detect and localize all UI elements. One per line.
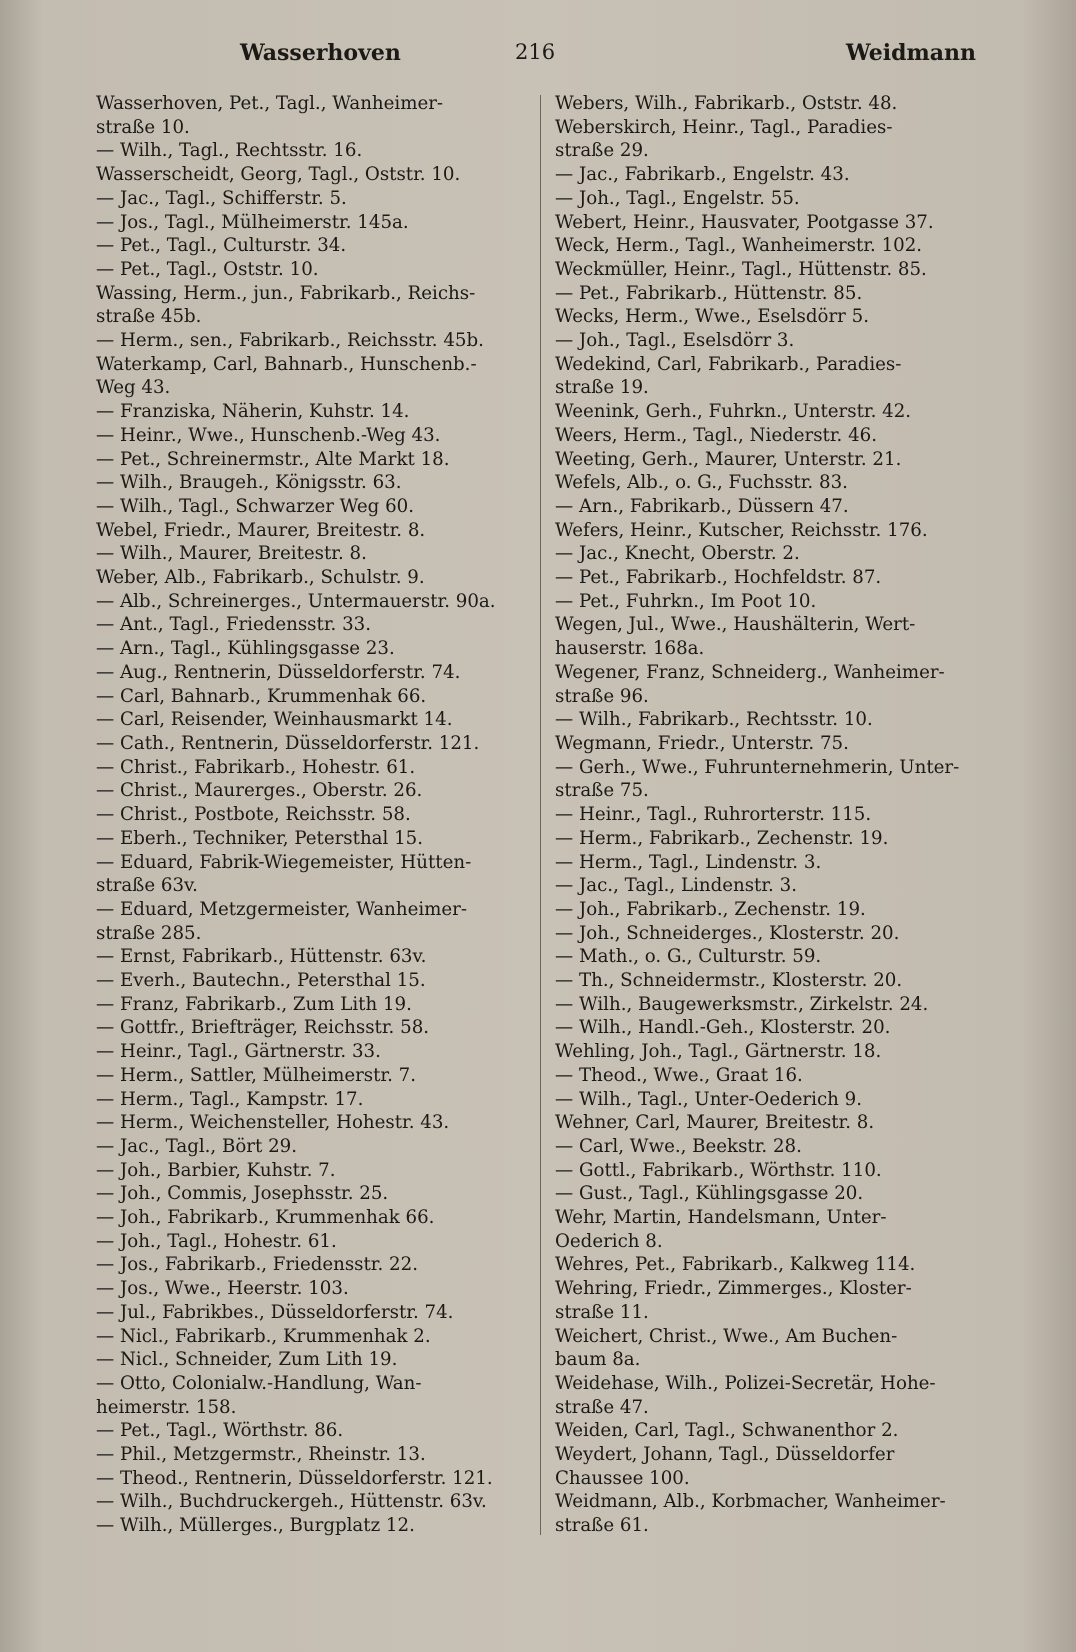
directory-line: straße 29. <box>555 140 649 162</box>
directory-line: straße 45b. <box>96 306 202 328</box>
directory-line: Wehres, Pet., Fabrikarb., Kalkweg 114. <box>555 1254 916 1276</box>
directory-line: — Carl, Reisender, Weinhausmarkt 14. <box>96 709 453 731</box>
directory-line: — Jac., Fabrikarb., Engelstr. 43. <box>555 164 850 186</box>
directory-line: Waterkamp, Carl, Bahnarb., Hunschenb.- <box>96 353 477 375</box>
directory-line: — Joh., Fabrikarb., Krummenhak 66. <box>96 1207 435 1229</box>
directory-line: hauserstr. 168a. <box>555 638 705 660</box>
directory-line: Wecks, Herm., Wwe., Eselsdörr 5. <box>555 306 869 328</box>
directory-line: — Ernst, Fabrikarb., Hüttenstr. 63v. <box>96 946 427 968</box>
directory-line: straße 11. <box>555 1301 649 1323</box>
directory-line: — Cath., Rentnerin, Düsseldorferstr. 121. <box>96 732 480 754</box>
directory-line: — Th., Schneidermstr., Klosterstr. 20. <box>555 970 903 992</box>
directory-line: Wassing, Herm., jun., Fabrikarb., Reichs- <box>96 282 476 304</box>
directory-line: — Math., o. G., Culturstr. 59. <box>555 946 822 968</box>
directory-line: — Franziska, Näherin, Kuhstr. 14. <box>96 401 410 423</box>
directory-line: Weberskirch, Heinr., Tagl., Paradies- <box>555 116 893 138</box>
directory-line: — Aug., Rentnerin, Düsseldorferstr. 74. <box>96 661 461 683</box>
directory-line: Wehling, Joh., Tagl., Gärtnerstr. 18. <box>555 1041 882 1063</box>
directory-line: Weichert, Christ., Wwe., Am Buchen- <box>555 1325 898 1347</box>
directory-line: Weeting, Gerh., Maurer, Unterstr. 21. <box>555 448 902 470</box>
directory-line: — Arn., Fabrikarb., Düssern 47. <box>555 495 849 517</box>
directory-line: — Jac., Knecht, Oberstr. 2. <box>555 543 800 565</box>
directory-line: — Heinr., Wwe., Hunschenb.-Weg 43. <box>96 424 441 446</box>
directory-line: Chaussee 100. <box>555 1467 690 1489</box>
directory-line: — Heinr., Tagl., Gärtnerstr. 33. <box>96 1041 381 1063</box>
directory-line: heimerstr. 158. <box>96 1396 237 1418</box>
directory-line: — Otto, Colonialw.-Handlung, Wan- <box>96 1372 422 1394</box>
directory-line: — Wilh., Tagl., Schwarzer Weg 60. <box>96 495 415 517</box>
directory-line: Wehring, Friedr., Zimmerges., Kloster- <box>555 1278 912 1300</box>
page-number: 216 <box>515 40 556 64</box>
directory-line: straße 75. <box>555 780 649 802</box>
directory-line: Wefels, Alb., o. G., Fuchsstr. 83. <box>555 472 848 494</box>
directory-line: — Jos., Tagl., Mülheimerstr. 145a. <box>96 211 409 233</box>
directory-line: — Christ., Maurerges., Oberstr. 26. <box>96 780 423 802</box>
directory-line: — Wilh., Müllerges., Burgplatz 12. <box>96 1515 415 1537</box>
directory-line: Wasserscheidt, Georg, Tagl., Oststr. 10. <box>96 164 461 186</box>
directory-line: — Joh., Tagl., Engelstr. 55. <box>555 187 800 209</box>
directory-line: Weenink, Gerh., Fuhrkn., Unterstr. 42. <box>555 401 912 423</box>
directory-line: Webert, Heinr., Hausvater, Pootgasse 37. <box>555 211 934 233</box>
directory-line: — Pet., Tagl., Culturstr. 34. <box>96 235 347 257</box>
right-column <box>555 92 990 1538</box>
directory-line: Wehr, Martin, Handelsmann, Unter- <box>555 1207 887 1229</box>
header-left-keyword: Wasserhoven <box>240 40 401 66</box>
directory-line: — Franz, Fabrikarb., Zum Lith 19. <box>96 993 412 1015</box>
directory-line: Webel, Friedr., Maurer, Breitestr. 8. <box>96 519 426 541</box>
directory-line: straße 61. <box>555 1515 649 1537</box>
directory-line: — Joh., Fabrikarb., Zechenstr. 19. <box>555 898 866 920</box>
directory-line: — Herm., Tagl., Lindenstr. 3. <box>555 851 822 873</box>
directory-line: — Gottfr., Briefträger, Reichsstr. 58. <box>96 1017 430 1039</box>
directory-line: — Christ., Postbote, Reichsstr. 58. <box>96 804 411 826</box>
directory-line: — Herm., Sattler, Mülheimerstr. 7. <box>96 1064 417 1086</box>
directory-line: — Gerh., Wwe., Fuhrunternehmerin, Unter- <box>555 756 960 778</box>
directory-line: Weidmann, Alb., Korbmacher, Wanheimer- <box>555 1491 946 1513</box>
directory-line: — Jul., Fabrikbes., Düsseldorferstr. 74. <box>96 1301 454 1323</box>
directory-line: — Wilh., Tagl., Unter-Oederich 9. <box>555 1088 862 1110</box>
directory-line: — Gottl., Fabrikarb., Wörthstr. 110. <box>555 1159 882 1181</box>
directory-line: — Joh., Schneiderges., Klosterstr. 20. <box>555 922 900 944</box>
directory-line: — Wilh., Braugeh., Königsstr. 63. <box>96 472 402 494</box>
directory-line: Weber, Alb., Fabrikarb., Schulstr. 9. <box>96 567 425 589</box>
directory-line: Weydert, Johann, Tagl., Düsseldorfer <box>555 1444 895 1466</box>
directory-line: — Christ., Fabrikarb., Hohestr. 61. <box>96 756 416 778</box>
directory-line: straße 285. <box>96 922 202 944</box>
directory-line: — Jos., Wwe., Heerstr. 103. <box>96 1278 349 1300</box>
directory-line: — Nicl., Fabrikarb., Krummenhak 2. <box>96 1325 431 1347</box>
directory-line: straße 63v. <box>96 875 198 897</box>
directory-line: Webers, Wilh., Fabrikarb., Oststr. 48. <box>555 93 898 114</box>
directory-line: — Pet., Fabrikarb., Hüttenstr. 85. <box>555 282 863 304</box>
directory-line: Wegmann, Friedr., Unterstr. 75. <box>555 732 849 754</box>
directory-line: — Alb., Schreinerges., Untermauerstr. 90a. <box>96 590 496 612</box>
directory-line: — Heinr., Tagl., Ruhrorterstr. 115. <box>555 804 872 826</box>
directory-line: Wehner, Carl, Maurer, Breitestr. 8. <box>555 1112 875 1134</box>
directory-line: — Eduard, Fabrik-Wiegemeister, Hütten- <box>96 851 472 873</box>
column-divider <box>540 95 541 1535</box>
directory-line: — Jac., Tagl., Lindenstr. 3. <box>555 875 797 897</box>
directory-line: — Herm., Fabrikarb., Zechenstr. 19. <box>555 827 889 849</box>
directory-line: straße 47. <box>555 1396 649 1418</box>
directory-line: Weiden, Carl, Tagl., Schwanenthor 2. <box>555 1420 899 1442</box>
directory-line: straße 10. <box>96 116 190 138</box>
directory-line: Wegener, Franz, Schneiderg., Wanheimer- <box>555 661 945 683</box>
header-right-keyword: Weidmann <box>845 40 976 66</box>
directory-line: — Eberh., Techniker, Petersthal 15. <box>96 827 424 849</box>
directory-line: — Carl, Bahnarb., Krummenhak 66. <box>96 685 427 707</box>
directory-line: straße 19. <box>555 377 649 399</box>
directory-line: Weck, Herm., Tagl., Wanheimerstr. 102. <box>555 235 923 257</box>
directory-line: — Herm., Weichensteller, Hohestr. 43. <box>96 1112 450 1134</box>
directory-line: — Theod., Rentnerin, Düsseldorferstr. 121. <box>96 1467 493 1489</box>
directory-line: — Wilh., Fabrikarb., Rechtsstr. 10. <box>555 709 873 731</box>
directory-line: Wedekind, Carl, Fabrikarb., Paradies- <box>555 353 902 375</box>
directory-line: — Jac., Tagl., Bört 29. <box>96 1135 298 1157</box>
directory-line: — Gust., Tagl., Kühlingsgasse 20. <box>555 1183 864 1205</box>
directory-line: — Everh., Bautechn., Petersthal 15. <box>96 970 426 992</box>
directory-line: — Jos., Fabrikarb., Friedensstr. 22. <box>96 1254 418 1276</box>
directory-line: Weers, Herm., Tagl., Niederstr. 46. <box>555 424 878 446</box>
directory-line: — Pet., Fuhrkn., Im Poot 10. <box>555 590 817 612</box>
left-column <box>96 92 536 1538</box>
directory-line: — Wilh., Handl.-Geh., Klosterstr. 20. <box>555 1017 891 1039</box>
directory-line: — Herm., sen., Fabrikarb., Reichsstr. 45b. <box>96 330 484 352</box>
directory-line: Wefers, Heinr., Kutscher, Reichsstr. 176. <box>555 519 928 541</box>
directory-line: — Jac., Tagl., Schifferstr. 5. <box>96 187 347 209</box>
directory-line: — Wilh., Tagl., Rechtsstr. 16. <box>96 140 363 162</box>
directory-line: — Ant., Tagl., Friedensstr. 33. <box>96 614 372 636</box>
directory-line: Weg 43. <box>96 377 171 399</box>
directory-line: — Pet., Schreinermstr., Alte Markt 18. <box>96 448 450 470</box>
directory-line: baum 8a. <box>555 1349 641 1371</box>
directory-line: — Arn., Tagl., Kühlingsgasse 23. <box>96 638 395 660</box>
directory-line: — Carl, Wwe., Beekstr. 28. <box>555 1135 802 1157</box>
directory-line: Weckmüller, Heinr., Tagl., Hüttenstr. 85. <box>555 258 927 280</box>
directory-line: — Herm., Tagl., Kampstr. 17. <box>96 1088 364 1110</box>
directory-line: — Joh., Tagl., Hohestr. 61. <box>96 1230 337 1252</box>
directory-line: Weidehase, Wilh., Polizei-Secretär, Hohe- <box>555 1372 936 1394</box>
directory-line: — Theod., Wwe., Graat 16. <box>555 1064 803 1086</box>
page-header <box>90 40 996 70</box>
directory-line: — Joh., Tagl., Eselsdörr 3. <box>555 330 795 352</box>
directory-line: — Joh., Commis, Josephsstr. 25. <box>96 1183 389 1205</box>
directory-line: — Phil., Metzgermstr., Rheinstr. 13. <box>96 1444 426 1466</box>
directory-line: Oederich 8. <box>555 1230 663 1252</box>
directory-line: — Eduard, Metzgermeister, Wanheimer- <box>96 898 468 920</box>
directory-line: — Nicl., Schneider, Zum Lith 19. <box>96 1349 398 1371</box>
directory-line: — Wilh., Baugewerksmstr., Zirkelstr. 24. <box>555 993 929 1015</box>
directory-line: Wasserhoven, Pet., Tagl., Wanheimer- <box>96 93 444 114</box>
directory-line: — Joh., Barbier, Kuhstr. 7. <box>96 1159 336 1181</box>
directory-line: Wegen, Jul., Wwe., Haushälterin, Wert- <box>555 614 916 636</box>
directory-line: — Pet., Fabrikarb., Hochfeldstr. 87. <box>555 567 882 589</box>
directory-line: — Wilh., Maurer, Breitestr. 8. <box>96 543 367 565</box>
directory-line: — Pet., Tagl., Oststr. 10. <box>96 258 319 280</box>
directory-line: — Wilh., Buchdruckergeh., Hüttenstr. 63v. <box>96 1491 487 1513</box>
directory-line: straße 96. <box>555 685 649 707</box>
directory-line: — Pet., Tagl., Wörthstr. 86. <box>96 1420 344 1442</box>
